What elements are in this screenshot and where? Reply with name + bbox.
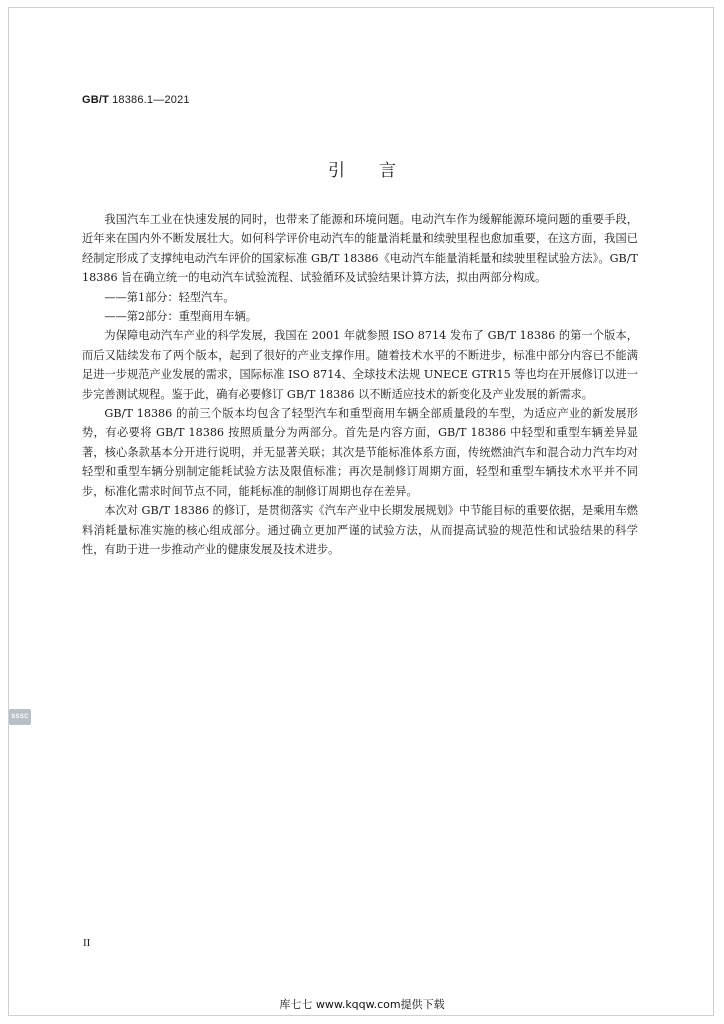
list-item-part-1: ——第1部分：轻型汽车。	[104, 290, 235, 304]
standard-prefix: GB/T	[82, 94, 110, 106]
paragraph-split-reason: GB/T 18386 的前三个版本均包含了轻型汽车和重型商用车辆全部质量段的车型，为适应产业的新发展形势，有必要将 GB/T 18386 按照质量分为两部分。首先是内容方面，GB/T 18386 中轻型和重型车辆差异显著，核心条款基本分开进行说明，并无显著关联；其次是节能标准体系方面，传统燃油汽车和混合动力汽车均对轻型和重型车辆分别制定能耗试验方法及限值标准；再次是制修订周期方面，轻型和重型车辆技术水平并不同步，标准化需求时间节点不同，能耗标准的制修订周期也存在差异。	[82, 407, 638, 498]
page-number: II	[83, 937, 91, 949]
side-watermark-badge: SSSC	[9, 709, 31, 725]
standard-number-header	[82, 94, 190, 106]
section-title: 引言	[328, 161, 430, 181]
standard-number: 18386.1—2021	[112, 94, 190, 106]
paragraph-history: 为保障电动汽车产业的科学发展，我国在 2001 年就参照 ISO 8714 发布了 GB/T 18386 的第一个版本，而后又陆续发布了两个版本，起到了很好的产业支撑作用。随着技术水平的不断进步，标准中部分内容已不能满足进一步规范产业发展的需求，国际标准 ISO 8714、全球技术法规 UNECE GTR15 等也均在开展修订以进一步完善测试规程。鉴于此，确有必要修订 GB/T 18386 以不断适应技术的新变化及产业发展的新需求。	[82, 329, 638, 401]
list-item-part-2: ——第2部分：重型商用车辆。	[104, 310, 257, 324]
introduction-body	[82, 210, 638, 559]
paragraph-revision: 本次对 GB/T 18386 的修订，是贯彻落实《汽车产业中长期发展规划》中节能目标的重要依据，是乘用车燃料消耗量标准实施的核心组成部分。通过确立更加严谨的试验方法，从而提高试验的规范性和试验结果的科学性，有助于进一步推动产业的健康发展及技术进步。	[82, 504, 638, 556]
footer-download-credit: 库七七 www.kqqw.com提供下载	[279, 998, 445, 1011]
paragraph-intro: 我国汽车工业在快速发展的同时，也带来了能源和环境问题。电动汽车作为缓解能源环境问题的重要手段，近年来在国内外不断发展壮大。如何科学评价电动汽车的能量消耗量和续驶里程也愈加重要，在这方面，我国已经制定形成了支撑纯电动汽车评价的国家标准 GB/T 18386《电动汽车能量消耗量和续驶里程试验方法》。GB/T 18386 旨在确立统一的电动汽车试验流程、试验循环及试验结果计算方法，拟由两部分构成。	[82, 213, 638, 285]
